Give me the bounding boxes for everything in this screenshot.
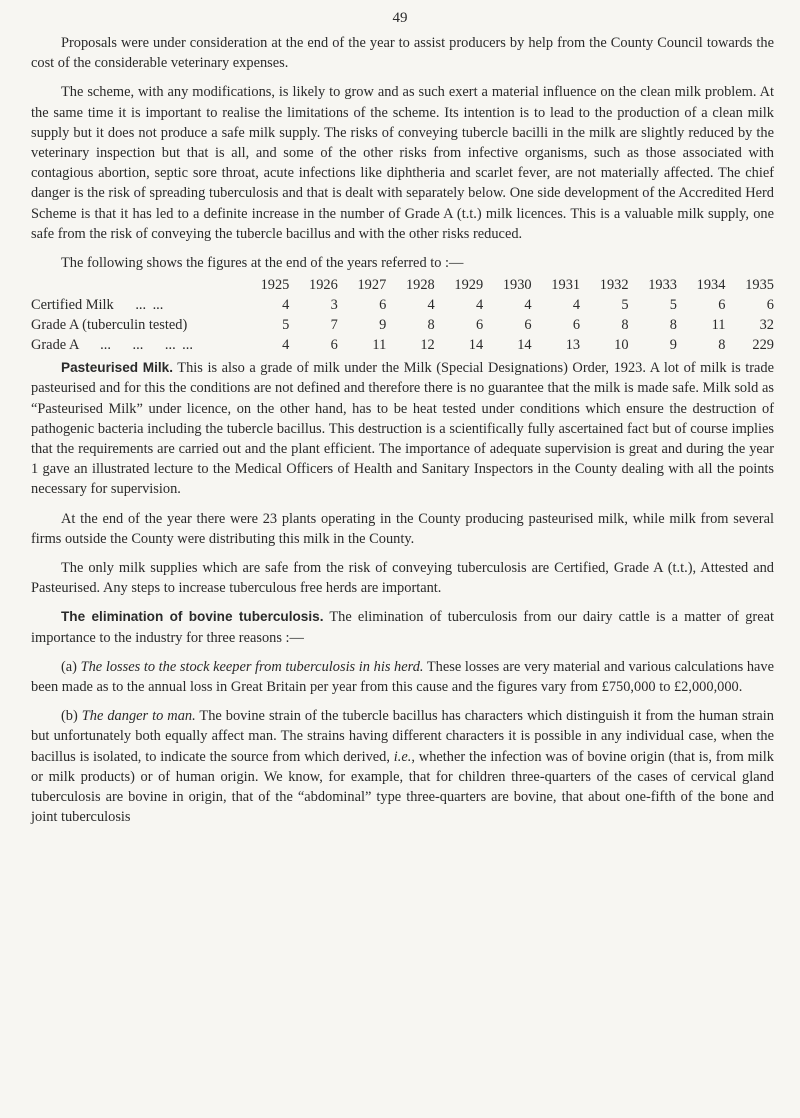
table-year-header: 1926 bbox=[309, 277, 338, 294]
table-row-label: Grade A ... ... ... ... bbox=[31, 337, 193, 354]
section-heading-pasteurised-milk: Pasteurised Milk. bbox=[61, 360, 174, 376]
paragraph-figures-intro: The following shows the figures at the end of the years referred to :— bbox=[61, 255, 464, 272]
paragraph-proposals: Proposals were under consideration at the end of the year to assist producers by help from the County Council towards the cost of the considerable veterinary expenses. bbox=[31, 35, 774, 72]
table-cell: 4 bbox=[475, 297, 484, 314]
table-cell: 14 bbox=[517, 337, 532, 354]
table-year-header: 1927 bbox=[357, 277, 387, 294]
table-year-header: 1925 bbox=[260, 277, 290, 294]
section-heading-bovine-tuberculosis: The elimination of bovine tuberculosis. bbox=[61, 609, 324, 625]
table-header-blank bbox=[31, 275, 241, 295]
table-cell: 12 bbox=[420, 337, 435, 354]
table-cell: 229 bbox=[752, 337, 774, 354]
list-marker: (a) bbox=[61, 658, 81, 675]
paragraph-reason-b bbox=[31, 706, 774, 827]
table-year-header: 1933 bbox=[648, 277, 677, 294]
table-cell: 8 bbox=[427, 317, 435, 334]
table-header-row bbox=[31, 275, 774, 295]
table-year-header: 1930 bbox=[502, 277, 532, 294]
table-cell: 4 bbox=[282, 297, 290, 314]
table-cell: 6 bbox=[572, 317, 581, 334]
table-year-header: 1931 bbox=[551, 277, 581, 294]
table-cell: 6 bbox=[330, 337, 338, 354]
table-cell: 3 bbox=[330, 297, 338, 314]
reason-b-title: The danger to man. bbox=[81, 708, 196, 725]
table-cell: 11 bbox=[372, 337, 387, 354]
table-row-label: Certified Milk ... ... bbox=[31, 297, 164, 314]
table-year-header: 1932 bbox=[599, 277, 629, 294]
paragraph-text: The bovine strain of the tubercle bacillus has characters which distinguish it from the human strain but unfortunately both equally affect man. The strains having different characters it is possible in any individual case, when the bacillus is isolated, to indicate the source from which derived, bbox=[31, 708, 774, 765]
table-cell: 6 bbox=[524, 317, 532, 334]
paragraph-bovine-tuberculosis bbox=[31, 607, 774, 647]
table-year-header: 1929 bbox=[454, 277, 484, 294]
document-body bbox=[31, 33, 774, 837]
paragraph-safe-supplies: The only milk supplies which are safe from the risk of conveying tuberculosis are Certified, Grade A (t.t.), Attested and Pasteurised. Any steps to increase tuberculous free herds are important. bbox=[31, 560, 774, 597]
table-cell: 32 bbox=[759, 317, 774, 334]
paragraph-scheme: The scheme, with any modifications, is likely to grow and as such exert a material influence on the clean milk problem. At the same time it is important to realise the limitations of the scheme. Its intention is to lead to the production of a clean milk supply but it does not produce a safe milk supply. The risks of conveying tubercle bacilli in the milk are slightly reduced by the veterinary inspection but that is all, and some of the other risks from infective organisms, such as those associated with contagious abortion, septic sore throat, acute infections like diphtheria and scarlet fever, are not materially affected. The chief danger is the risk of spreading tuberculosis and that is dealt with separately below. One side development of the Accredited Herd Scheme is that it has led to a definite increase in the number of Grade A (t.t.) milk licences. This is a valuable milk supply, one safe from the risk of conveying the tubercle bacillus and with the other risks reduced. bbox=[31, 84, 774, 242]
abbreviation-ie: i.e. bbox=[393, 748, 412, 765]
table-cell: 6 bbox=[766, 297, 774, 314]
table-year-header: 1935 bbox=[745, 277, 774, 294]
table-cell: 5 bbox=[621, 297, 629, 314]
table-row bbox=[31, 295, 774, 315]
table-cell: 8 bbox=[621, 317, 629, 334]
reason-a-title: The losses to the stock keeper from tuberculosis in his herd. bbox=[80, 658, 424, 675]
table-cell: 11 bbox=[711, 317, 726, 334]
list-marker: (b) bbox=[61, 708, 82, 725]
table-row-label: Grade A (tuberculin tested) bbox=[31, 317, 188, 334]
table-year-header: 1934 bbox=[696, 277, 726, 294]
table-cell: 14 bbox=[468, 337, 484, 354]
table-cell: 6 bbox=[718, 297, 726, 314]
paragraph-plants: At the end of the year there were 23 plants operating in the County producing pasteurised milk, while milk from several firms outside the County were distributing this milk in the County. bbox=[31, 510, 774, 547]
paragraph-text: , whether the infection was of bovine origin (that is, from milk or milk products) or of human origin. We know, for example, that for children three-quarters of the cases of cervical gland tuberculosis are bovine in origin, that of the “abdominal” type three-quarters are bovine, that about one-fifth of the bone and joint tuberculosis bbox=[31, 748, 774, 826]
paragraph-text: The elimination of tuberculosis from our dairy cattle is a matter of great importance to the industry for three reasons :— bbox=[31, 609, 774, 646]
paragraph-text: These losses are very material and various calculations have been made as to the annual loss in Great Britain per year from this cause and the figures vary from £750,000 to £2,000,000. bbox=[31, 658, 774, 696]
table-cell: 8 bbox=[669, 317, 677, 334]
table-cell: 4 bbox=[572, 297, 581, 314]
table-cell: 9 bbox=[669, 337, 677, 354]
table-cell: 5 bbox=[669, 297, 677, 314]
page-number: 49 bbox=[392, 10, 408, 26]
paragraph-pasteurised-milk bbox=[31, 358, 774, 499]
table-cell: 10 bbox=[614, 337, 629, 354]
paragraph-reason-a bbox=[31, 657, 774, 697]
table-year-header: 1928 bbox=[405, 277, 435, 294]
table-cell: 8 bbox=[718, 337, 726, 354]
table-cell: 9 bbox=[379, 317, 387, 334]
table-cell: 7 bbox=[330, 317, 338, 334]
table-row bbox=[31, 335, 774, 355]
table-cell: 4 bbox=[282, 337, 290, 354]
table-cell: 6 bbox=[379, 297, 387, 314]
table-row bbox=[31, 315, 774, 335]
table-cell: 13 bbox=[565, 337, 581, 354]
table-cell: 4 bbox=[524, 297, 532, 314]
licence-figures-table bbox=[31, 275, 774, 355]
table-cell: 4 bbox=[427, 297, 435, 314]
paragraph-text: This is also a grade of milk under the Milk (Special Designations) Order, 1923. A lot of milk is trade pasteurised and for this the conditions are not defined and therefore there is no guarantee that the milk is made safe. Milk sold as “Pasteurised Milk” under licence, on the other hand, has to be heat tested under conditions which ensure the destruction of pathogenic bacteria including the tubercle bacillus. This destruction is a scientifically fully ascertained fact but of course implies that the requirements are carried out and the plant efficient. The importance of adequate supervision is great and during the year 1 gave an illustrated lecture to the Medical Officers of Health and Sanitary Inspectors in the County dealing with all the points necessary for supervision. bbox=[31, 360, 774, 498]
table-cell: 6 bbox=[475, 317, 484, 334]
table-cell: 5 bbox=[282, 317, 290, 334]
